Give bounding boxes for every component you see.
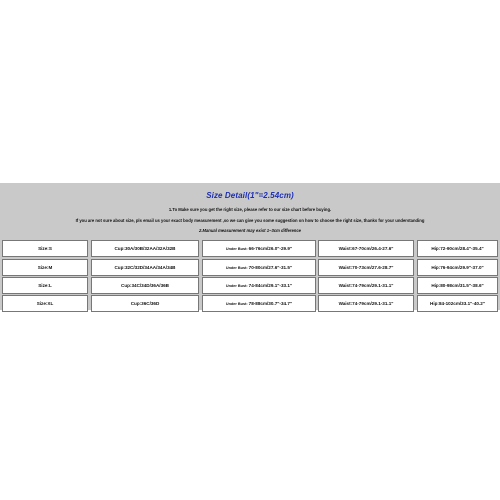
size-row-s [0, 240, 500, 257]
under-bust-label: Under Bust: [225, 301, 248, 306]
cup-cell: Cup:36C/36D [91, 295, 199, 312]
size-row-m [0, 259, 500, 276]
size-chart-title: Size Detail(1"=2.54cm) [206, 191, 294, 200]
hip-cell: Hip:76-94cm/29.9"-37.0" [417, 259, 498, 276]
waist-cell: Waist:67-70cm/26.4-27.6" [318, 240, 414, 257]
size-row-l [0, 277, 500, 294]
under-bust-value: 70-80cm/27.6"-31.5" [248, 265, 293, 270]
cup-cell: Cup:34C/34D/36A/36B [91, 277, 199, 294]
waist-cell: Waist:70-73cm/27.6-28.7" [318, 259, 414, 276]
under-bust-value: 66-76cm/26.0"-29.9" [248, 246, 293, 251]
waist-cell: Waist:74-79cm/29.1-31.1" [318, 277, 414, 294]
under-bust-value: 78-88cm/30.7"-34.7" [248, 301, 293, 306]
size-note-2: If you are not sure about size, pls email us your exact body measurement ,so we can give you some suggestion on how to choose the right size, thanks for your understanding [75, 217, 425, 223]
waist-cell: Waist:74-79cm/29.1-31.1" [318, 295, 414, 312]
under-bust-label: Under Bust: [225, 283, 248, 288]
under-bust-cell [202, 240, 316, 257]
size-cell: Size:L [2, 277, 88, 294]
under-bust-cell [202, 259, 316, 276]
size-cell: Size:S [2, 240, 88, 257]
under-bust-value: 74-84cm/29.1"-33.1" [248, 283, 293, 288]
size-chart-header [0, 183, 500, 233]
under-bust-label: Under Bust: [225, 265, 248, 270]
size-cell: Size:M [2, 259, 88, 276]
size-note-3: 2.Manual measurement may exist 1~3cm difference [199, 228, 301, 233]
hip-cell: Hip:80-98cm/31.5"-38.6" [417, 277, 498, 294]
size-note-1: 1.To Make sure you get the right size, please refer to our size chart before buying. [168, 207, 332, 212]
under-bust-cell [202, 295, 316, 312]
size-row-xl [0, 295, 500, 312]
size-cell: Size:XL [2, 295, 88, 312]
hip-cell: Hip:72-90cm/28.4"-35.4" [417, 240, 498, 257]
hip-cell: Hip:84-102cm/33.1"-40.2" [417, 295, 498, 312]
under-bust-label: Under Bust: [225, 246, 248, 251]
under-bust-cell [202, 277, 316, 294]
cup-cell: Cup:32C/32D/34AA/34A/34B [91, 259, 199, 276]
cup-cell: Cup:30A/30B/32AA/32A/32B [91, 240, 199, 257]
size-chart [0, 183, 500, 310]
